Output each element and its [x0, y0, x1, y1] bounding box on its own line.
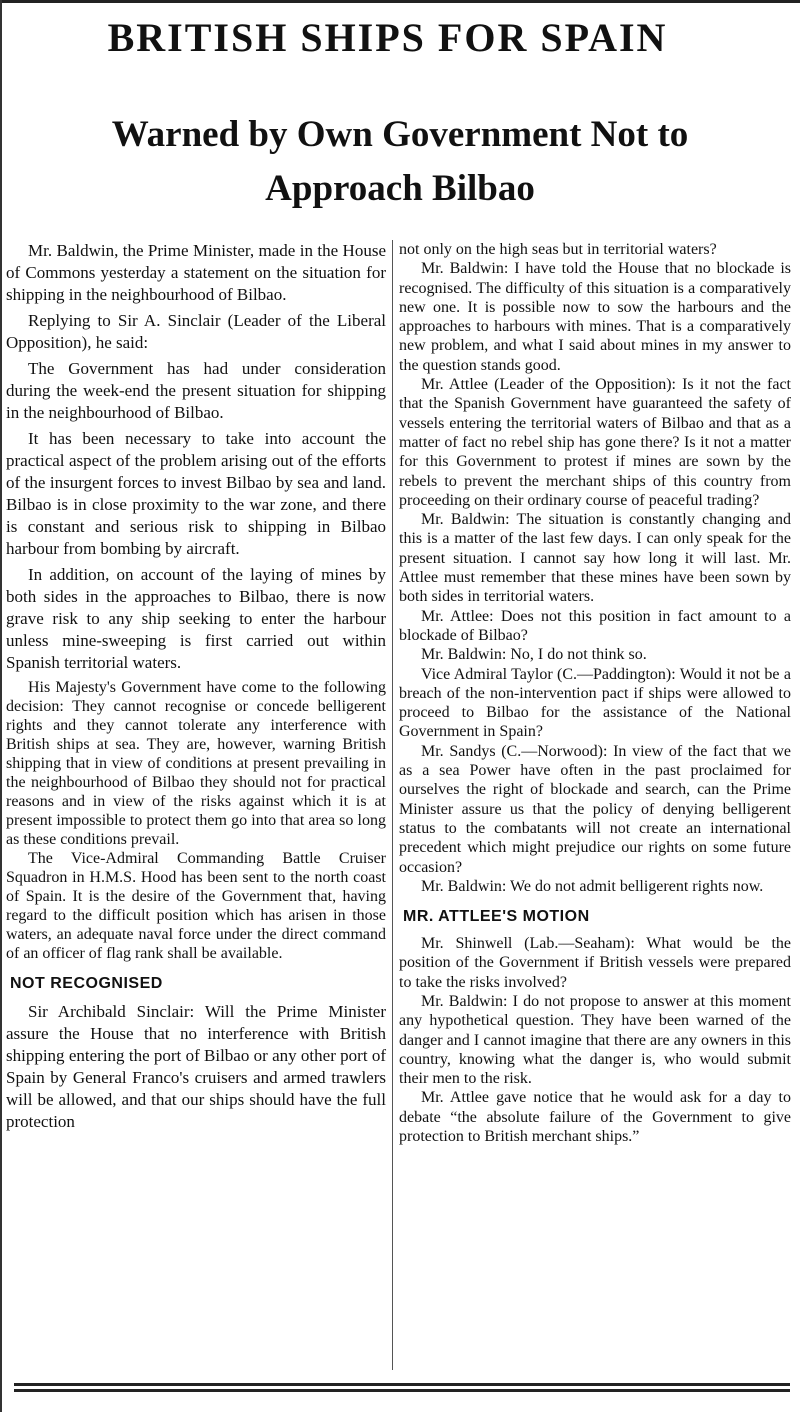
paragraph: Replying to Sir A. Sinclair (Leader of the Liberal Opposition), he said:	[6, 311, 386, 352]
paragraph: The Vice-Admiral Commanding Battle Cruiser Squadron in H.M.S. Hood has been sent to the north coast of Spain. It is the desire of the Government that, having regard to the difficult position which has arisen in those waters, an adequate naval force under the direct command of an officer of flag rank shall be available.	[6, 850, 386, 962]
left-column	[6, 240, 386, 1133]
right-column	[399, 240, 791, 1146]
paragraph: Mr. Attlee (Leader of the Opposition): Is it not the fact that the Spanish Government have guaranteed the safety of vessels entering the territorial waters of Bilbao and that as a matter of fact no rebel ship has gone there? Is it not a matter for this Government to protest if mines are sown by the rebels to prevent the merchant ships of this country from proceeding on their ordinary course of peaceful trading?	[399, 376, 791, 509]
headline: BRITISH SHIPS FOR SPAIN	[107, 15, 668, 60]
paragraph: Mr. Sandys (C.—Norwood): In view of the fact that we as a sea Power have often in the past proclaimed for ourselves the right of blockade and search, can the Prime Minister assure us that the policy of denying belligerent status to the combatants will not create an international precedent which might prejudice our rights on some future occasion?	[399, 742, 791, 876]
subheadline-line-1: Warned by Own Government Not to	[111, 114, 689, 155]
paragraph: Mr. Shinwell (Lab.—Seaham): What would be the position of the Government if British vessels were prepared to take the risks involved?	[399, 935, 791, 991]
paragraph: The Government has had under consideration during the week-end the present situation for shipping in the neighbourhood of Bilbao.	[6, 359, 386, 422]
paragraph: Sir Archibald Sinclair: Will the Prime Minister assure the House that no interference with British shipping entering the port of Bilbao or any other port of Spain by General Franco's cruisers and armed trawlers will be allowed, and that our ships should have the full protection	[6, 1002, 386, 1131]
paragraph: not only on the high seas but in territorial waters?	[399, 241, 717, 258]
paragraph: Mr. Baldwin: No, I do not think so.	[421, 646, 647, 664]
section-heading-attlee-motion: MR. ATTLEE'S MOTION	[403, 908, 590, 926]
paragraph: Mr. Attlee gave notice that he would ask for a day to debate “the absolute failure of the Government to give protection to British merchant ships.”	[399, 1089, 791, 1146]
bottom-rule-upper	[14, 1383, 790, 1386]
paragraph: Mr. Baldwin: I have told the House that no blockade is recognised. The difficulty of this situation is a comparatively new one. It is possible now to sow the harbours and the approaches to harbours with mines. That is a comparatively new problem, and what I said about mines in my answer to the question stands good.	[399, 260, 791, 374]
section-heading-not-recognised: NOT RECOGNISED	[10, 975, 163, 992]
bottom-rule-lower	[14, 1389, 790, 1392]
paragraph: Mr. Baldwin: I do not propose to answer at this moment any hypothetical question. They have been warned of the danger and I cannot imagine that there are any owners in this country, knowing what the danger is, who would submit their men to the risk.	[399, 992, 791, 1088]
paragraph: Mr. Baldwin: We do not admit belligerent rights now.	[421, 877, 764, 895]
paragraph: Mr. Attlee: Does not this position in fact amount to a blockade of Bilbao?	[399, 607, 791, 644]
paragraph: Mr. Baldwin, the Prime Minister, made in the House of Commons yesterday a statement on the situation for shipping in the neighbourhood of Bilbao.	[6, 241, 386, 304]
paragraph: In addition, on account of the laying of mines by both sides in the approaches to Bilbao, there is now grave risk to any ship seeking to enter the harbour unless mine-sweeping is first carried out within Spanish territorial waters.	[6, 565, 386, 672]
paragraph: His Majesty's Government have come to the following decision: They cannot recognise or concede belligerent rights and they cannot tolerate any interference with British ships at sea. They are, however, warning British shipping that in view of conditions at present prevailing in the neighbourhood of Bilbao they should not for practical reasons and in view of the risks against which it is at present impossible to protect them go into that area so long as these conditions prevail.	[6, 679, 386, 848]
top-rule	[0, 0, 800, 3]
subheadline	[0, 108, 800, 216]
paragraph: It has been necessary to take into account the practical aspect of the problem arising out of the efforts of the insurgent forces to invest Bilbao by sea and land. Bilbao is in close proximity to the war zone, and there is constant and serious risk to shipping in Bilbao harbour from bombing by aircraft.	[6, 429, 386, 558]
paragraph: Vice Admiral Taylor (C.—Paddington): Would it not be a breach of the non-intervention pact if ships were allowed to proceed to Bilbao for the assistance of the National Government in Spain?	[399, 665, 791, 741]
column-divider	[392, 240, 393, 1370]
bottom-double-rule	[14, 1383, 790, 1395]
subheadline-line-2: Approach Bilbao	[265, 168, 535, 209]
paragraph: Mr. Baldwin: The situation is constantly changing and this is a matter of the last few days. I can only speak for the present situation. I cannot say how long it will last. Mr. Attlee must remember that these mines have been sown by both sides in territorial waters.	[399, 511, 791, 606]
